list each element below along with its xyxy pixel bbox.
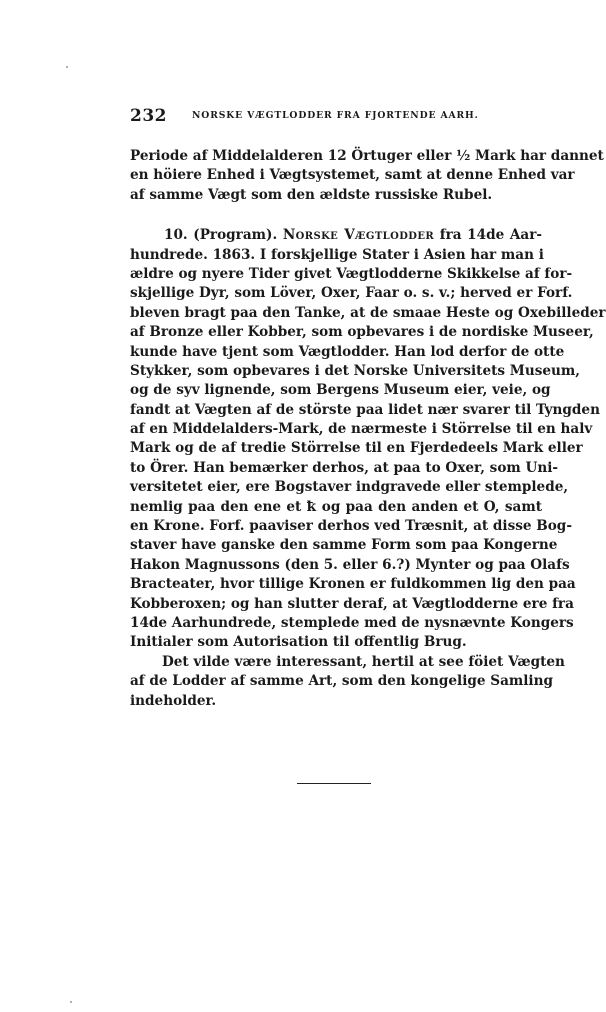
text-line: Initialer som Autorisation til offentlig Brug.: [130, 634, 467, 651]
text-line: en höiere Enhed i Vægtsystemet, samt at denne Enhed var: [130, 167, 575, 184]
text-line: Stykker, som opbevares i det Norske Universitets Museum,: [130, 362, 581, 379]
text-line: Det vilde være interessant, hertil at see föiet Vægten: [162, 653, 565, 670]
text-line: af en Middelalders-Mark, de nærmeste i Störrelse til en halv: [130, 421, 593, 438]
text-line: kunde have tjent som Vægtlodder. Han lod derfor de otte: [130, 343, 565, 360]
text-line: en Krone. Forf. paaviser derhos ved Træsnit, at disse Bog-: [130, 518, 572, 535]
text-line: versitetet eier, ere Bogstaver indgravede eller stemplede,: [130, 479, 569, 496]
text-line: Mark og de af tredie Störrelse til en Fjerdedeels Mark eller: [130, 440, 583, 457]
text-line: indeholder.: [130, 692, 217, 709]
page-header: [130, 106, 542, 126]
paragraph-1: [130, 147, 604, 205]
text-line: fandt at Vægten af de störste paa lidet nær svarer til Tyngden: [130, 401, 600, 418]
text-line: af samme Vægt som den ældste russiske Rubel.: [130, 186, 493, 203]
paragraph-gap: [130, 205, 542, 226]
running-head: NORSKE VÆGTLODDER FRA FJORTENDE AARH.: [192, 110, 479, 121]
text-line: 14de Aarhundrede, stemplede med de nysnævnte Kongers: [130, 614, 574, 631]
text-line: Kobberoxen; og han slutter deraf, at Vægtlodderne ere fra: [130, 595, 574, 612]
text-line: af de Lodder af samme Art, som den kongelige Samling: [130, 673, 553, 690]
text-line: nemlig paa den ene et ꝁ og paa den anden et O, samt: [130, 498, 542, 515]
section-end-rule: [297, 783, 371, 784]
text-line: Hakon Magnussons (den 5. eller 6.?) Mynter og paa Olafs: [130, 556, 570, 573]
body-text: [130, 147, 606, 711]
paper-speck: [70, 1001, 72, 1003]
entry-title-rest: fra 14de Aar-: [439, 227, 543, 244]
text-line: to Örer. Han bemærker derhos, at paa to Oxer, som Uni-: [130, 459, 559, 476]
paragraph-2: [130, 226, 606, 653]
text-line: og de syv lignende, som Bergens Museum eier, veie, og: [130, 382, 551, 399]
paper-speck: [66, 66, 68, 68]
page-number: 232: [130, 106, 167, 126]
text-line: skjellige Dyr, som Löver, Oxer, Faar o. s. v.; herved er Forf.: [130, 285, 573, 302]
text-line-lead: [130, 226, 542, 245]
entry-title: Norske Vægtlodder: [282, 227, 435, 244]
text-line: hundrede. 1863. I forskjellige Stater i Asien har man i: [130, 246, 544, 263]
paragraph-3: [130, 653, 565, 711]
text-line: staver have ganske den samme Form som paa Kongerne: [130, 537, 558, 554]
text-line: bleven bragt paa den Tanke, at de smaae Heste og Oxebilleder: [130, 304, 606, 321]
text-line: Bracteater, hvor tillige Kronen er fuldkommen lig den paa: [130, 576, 576, 593]
text-line: Periode af Middelalderen 12 Örtuger eller ½ Mark har dannet: [130, 148, 604, 164]
entry-number: 10. (Program).: [164, 227, 278, 244]
text-line: af Bronze eller Kobber, som opbevares i de nordiske Museer,: [130, 324, 594, 341]
text-line: ældre og nyere Tider givet Vægtlodderne Skikkelse af for-: [130, 265, 573, 282]
